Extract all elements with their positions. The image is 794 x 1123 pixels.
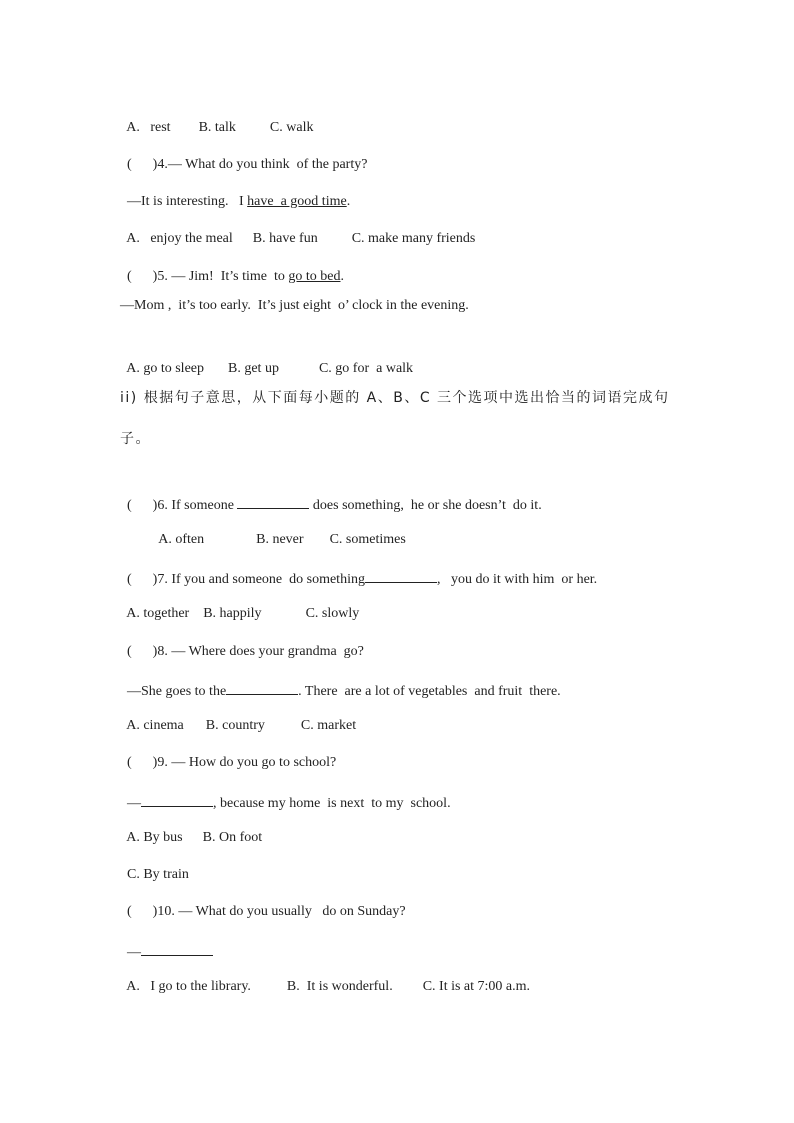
q10-options [120,960,530,996]
q8-answer-pre: —She goes to the [127,684,227,699]
q8-option-c: C. market [300,718,357,733]
q6-blank [237,494,309,509]
q3-option-a: A. rest [126,120,171,135]
section2-instruction-line1: ii) 根据句子意思，从下面每小题的 A、B、C 三个选项中选出恰当的词语完成句 [120,390,670,406]
q3-option-b: B. talk [198,120,236,135]
q6-pre: 6. If someone [157,498,238,513]
q5-question [120,250,344,286]
q4-answer-pre: —It is interesting. I [127,194,248,209]
q4-answer [120,175,350,211]
q9-blank [141,792,213,807]
q4-question-text: 4.— What do you think of the party? [157,157,368,172]
q6-option-b: B. never [256,532,304,547]
q3-options [120,101,313,137]
q9-answer [120,774,451,813]
q10-answer [120,923,213,962]
q10-option-c: C. It is at 7:00 a.m. [422,979,531,994]
q10-question-text: 10. — What do you usually do on Sunday? [157,904,406,919]
q6-options [152,513,406,549]
q4-option-b: B. have fun [252,231,318,246]
q7-option-c: C. slowly [305,606,360,621]
q6-post: does something, he or she doesn’t do it. [309,498,542,513]
q9-question-text: 9. — How do you go to school? [157,755,337,770]
q6-question [120,476,542,515]
q5-question-post: . [340,269,344,284]
q10-paren: ( ) [127,904,158,919]
q7-options [120,587,359,623]
q4-option-c: C. make many friends [351,231,476,246]
q9-option-c: C. By train [127,867,189,882]
q4-answer-post: . [346,194,351,209]
q10-answer-pre: — [127,945,141,960]
q6-option-c: C. sometimes [329,532,406,547]
q4-option-a: A. enjoy the meal [126,231,233,246]
q5-options [120,342,413,378]
q4-paren: ( ) [127,157,158,172]
q9-options-row2 [120,848,189,884]
q3-option-c: C. walk [269,120,314,135]
q10-question [120,885,406,921]
q6-option-a: A. often [158,532,205,547]
q8-blank [226,680,298,695]
q8-answer [120,662,561,701]
q10-option-b: B. It is wonderful. [286,979,393,994]
q7-option-a: A. together [126,606,190,621]
q9-paren: ( ) [127,755,158,770]
q8-question-text: 8. — Where does your grandma go? [157,644,364,659]
q7-blank [365,568,437,583]
q8-answer-post: . There are a lot of vegetables and fruit there. [298,684,561,699]
q5-question-underlined: go to bed [288,269,341,284]
q9-answer-pre: — [127,796,141,811]
q8-options [120,699,356,735]
q5-paren: ( ) [127,269,158,284]
q10-blank [141,941,213,956]
q4-options [120,212,475,248]
q7-question [120,550,597,589]
q10-option-a: A. I go to the library. [126,979,251,994]
q9-option-a: A. By bus [126,830,183,845]
q9-options-row1 [120,811,262,847]
q7-pre: 7. If you and someone do something [157,572,365,587]
q8-question [120,625,364,661]
q8-option-b: B. country [205,718,265,733]
q5-answer: —Mom , it’s too early. It’s just eight o’ clock in the evening. [120,298,469,313]
q9-question [120,736,336,772]
q5-option-b: B. get up [228,361,279,376]
q8-paren: ( ) [127,644,158,659]
q9-option-b: B. On foot [202,830,263,845]
q5-question-pre: 5. — Jim! It’s time to [157,269,289,284]
q7-post: , you do it with him or her. [436,572,598,587]
q8-option-a: A. cinema [126,718,184,733]
q7-option-b: B. happily [203,606,262,621]
q5-option-a: A. go to sleep [126,361,204,376]
q4-answer-underlined: have a good time [247,194,347,209]
q6-paren: ( ) [127,498,158,513]
section2-instruction-line2: 子。 [120,431,151,447]
q4-question [120,138,367,174]
q5-option-c: C. go for a walk [318,361,414,376]
q7-paren: ( ) [127,572,158,587]
q9-answer-post: , because my home is next to my school. [213,796,451,811]
